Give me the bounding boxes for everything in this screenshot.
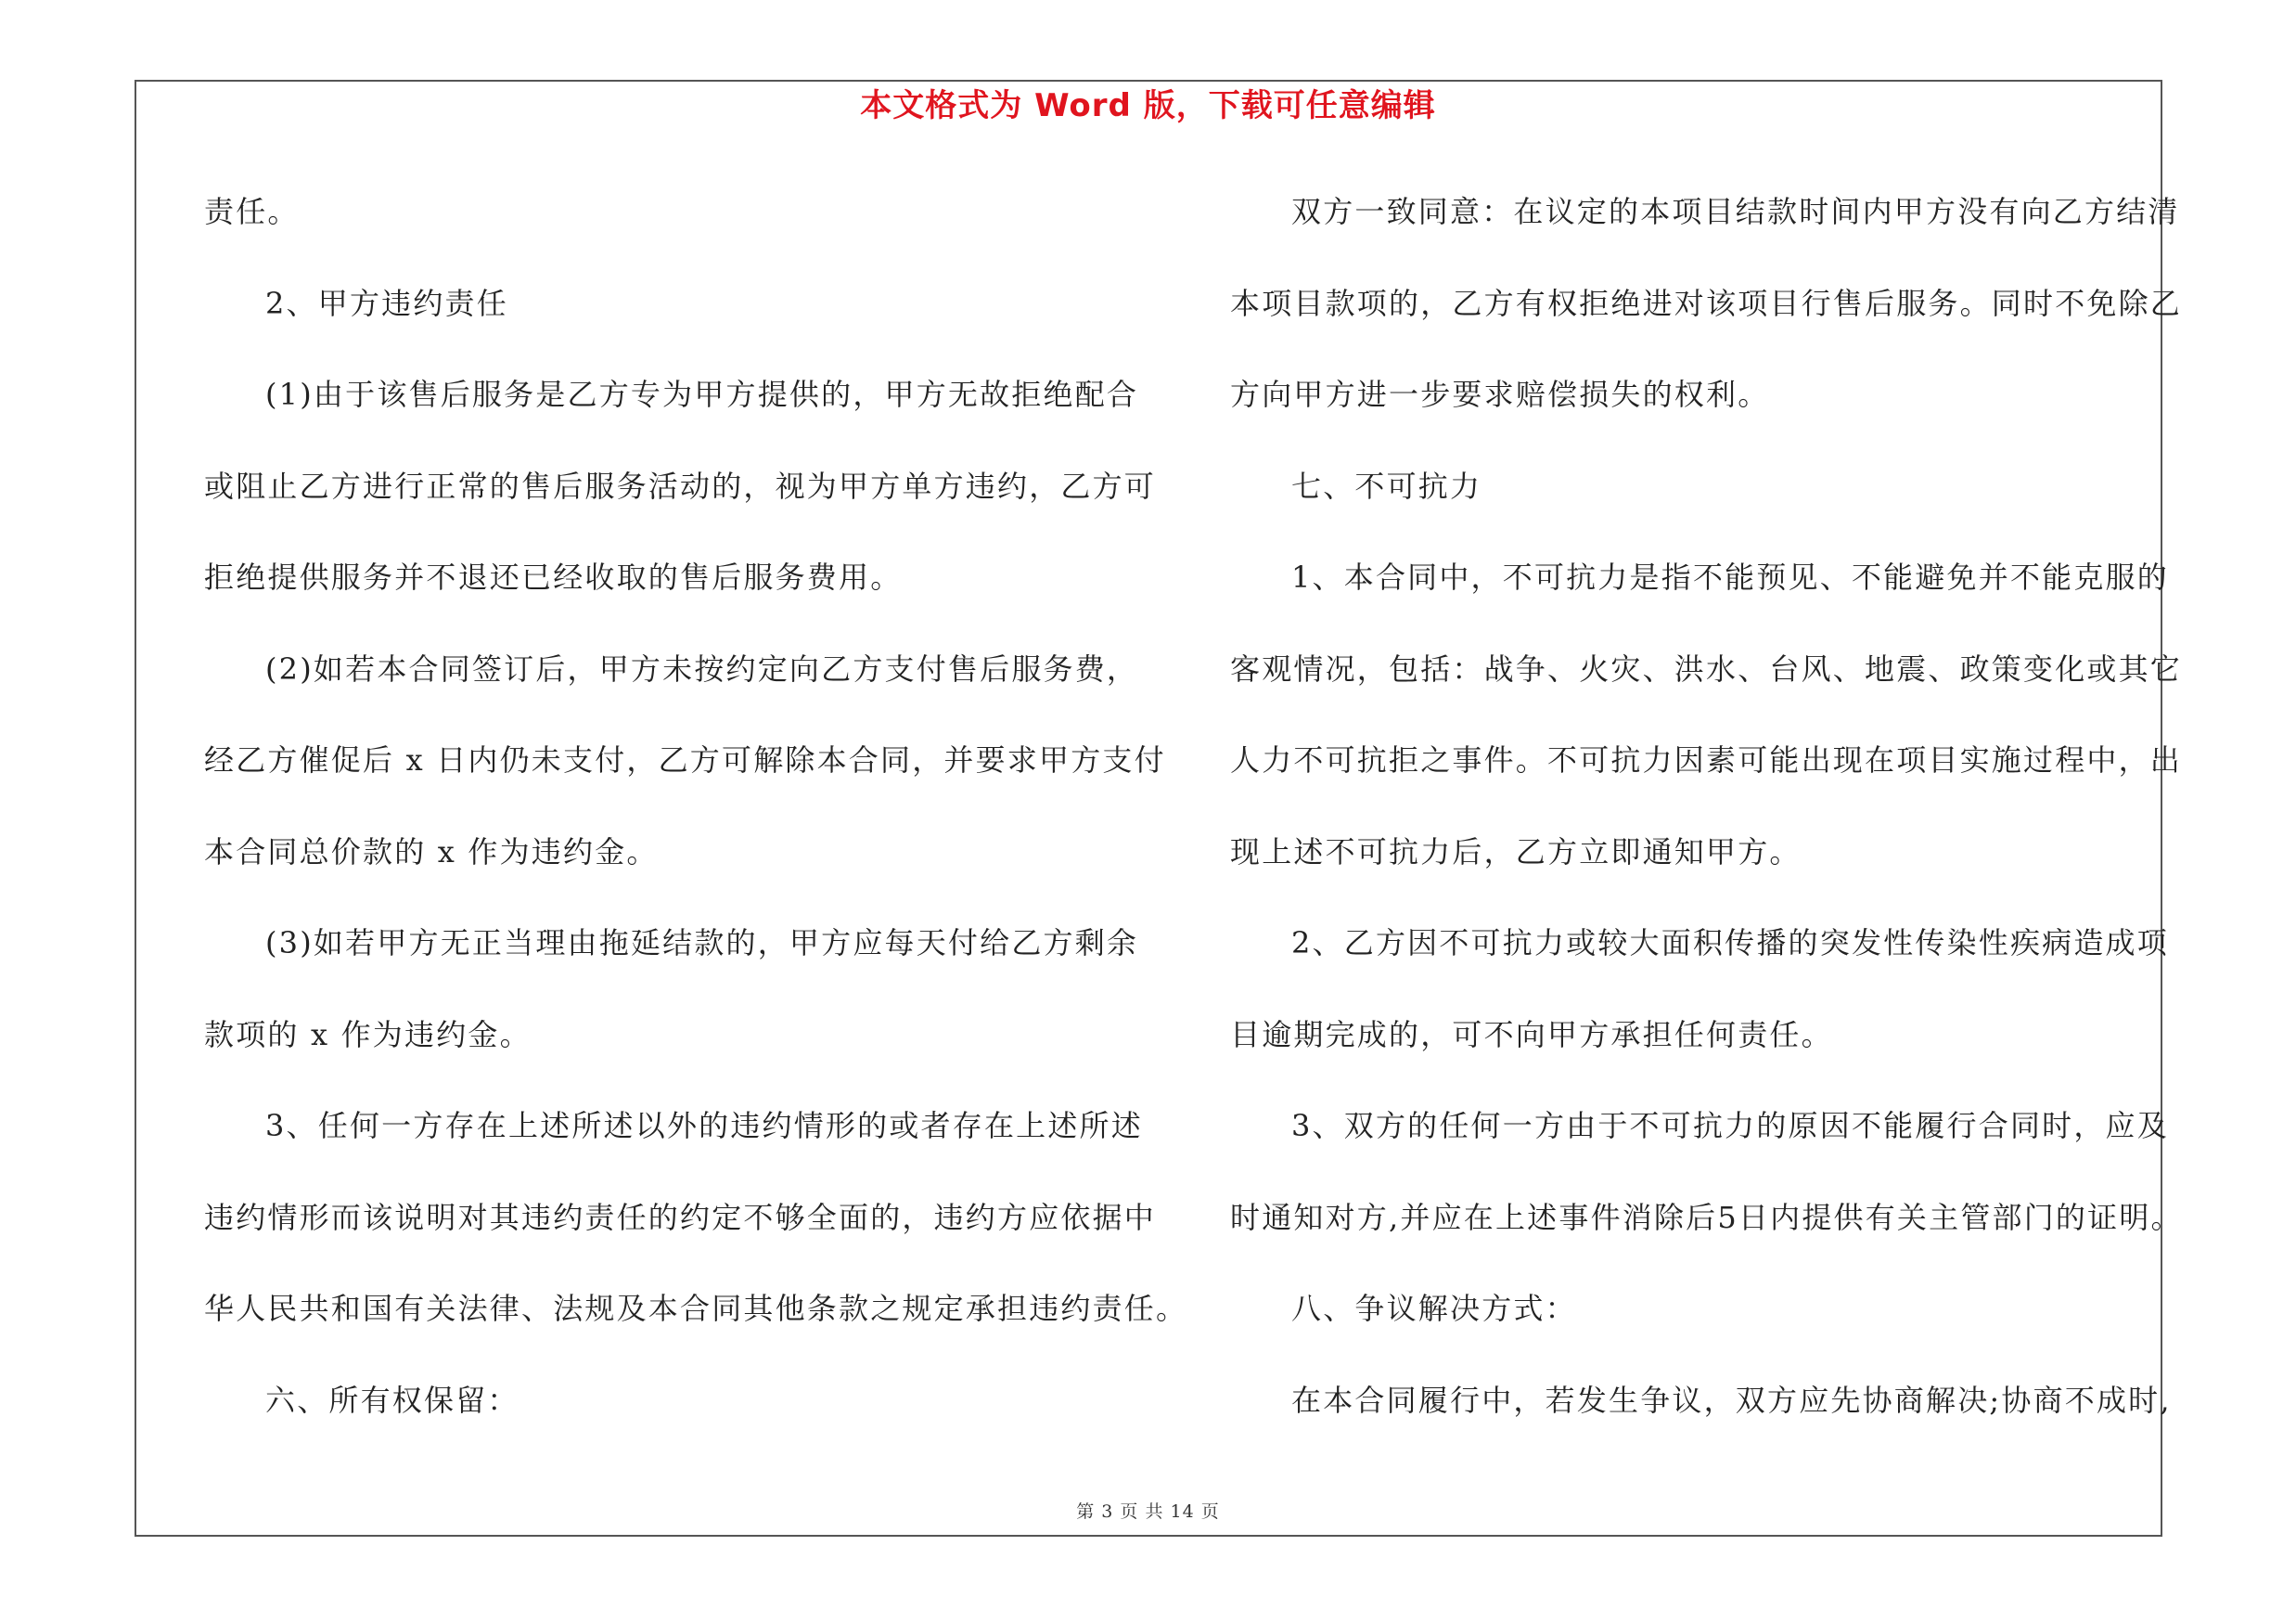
text-line: 目逾期完成的，可不向甲方承担任何责任。 [1230,1016,1833,1052]
text-line: 3、双方的任何一方由于不可抗力的原因不能履行合同时，应及 [1291,1108,2169,1143]
text-line: 3、任何一方存在上述所述以外的违约情形的或者存在上述所述 [265,1108,1143,1143]
text-line: 双方一致同意：在议定的本项目结款时间内甲方没有向乙方结清 [1291,194,2180,229]
text-line: 1、本合同中，不可抗力是指不能预见、不能避免并不能克服的 [1291,560,2169,595]
text-line: 2、甲方违约责任 [265,285,508,321]
text-line: (3)如若甲方无正当理由拖延结款的，甲方应每天付给乙方剩余 [265,925,1139,960]
text-line: 现上述不可抗力后，乙方立即通知甲方。 [1230,833,1802,869]
word-format-banner: 本文格式为 Word 版，下载可任意编辑 [860,87,1436,124]
text-line: 时通知对方,并应在上述事件消除后5日内提供有关主管部门的证明。 [1230,1199,2183,1235]
text-line: 方向甲方进一步要求赔偿损失的权利。 [1230,377,1770,412]
text-line: 本项目款项的，乙方有权拒绝进对该项目行售后服务。同时不免除乙 [1230,285,2183,321]
text-line: 或阻止乙方进行正常的售后服务活动的，视为甲方单方违约，乙方可 [204,468,1157,504]
text-line: 责任。 [204,194,300,229]
text-line: (2)如若本合同签订后，甲方未按约定向乙方支付售后服务费， [265,650,1139,687]
page-number-footer: 第 3 页 共 14 页 [1076,1501,1220,1522]
text-line: 在本合同履行中，若发生争议，双方应先协商解决;协商不成时, [1291,1382,2172,1418]
text-line: 六、所有权保留： [265,1382,519,1418]
text-line: (1)由于该售后服务是乙方专为甲方提供的，甲方无故拒绝配合 [265,377,1139,412]
text-line: 拒绝提供服务并不退还已经收取的售后服务费用。 [204,560,903,595]
text-line: 2、乙方因不可抗力或较大面积传播的突发性传染性疾病造成项 [1291,925,2169,960]
text-line: 华人民共和国有关法律、法规及本合同其他条款之规定承担违约责任。 [204,1291,1188,1326]
text-line: 违约情形而该说明对其违约责任的约定不够全面的，违约方应依据中 [204,1199,1157,1235]
text-line: 经乙方催促后 x 日内仍未支付，乙方可解除本合同，并要求甲方支付 [204,742,1166,778]
text-line: 本合同总价款的 x 作为违约金。 [204,833,659,869]
text-line: 款项的 x 作为违约金。 [204,1016,532,1052]
right-column [1230,182,2183,1462]
text-line: 七、不可抗力 [1291,468,1482,504]
text-line: 客观情况，包括：战争、火灾、洪水、台风、地震、政策变化或其它 [1230,650,2183,687]
text-line: 人力不可抗拒之事件。不可抗力因素可能出现在项目实施过程中，出 [1230,742,2183,778]
left-column [204,182,1188,1462]
text-line: 八、争议解决方式： [1291,1291,1577,1326]
